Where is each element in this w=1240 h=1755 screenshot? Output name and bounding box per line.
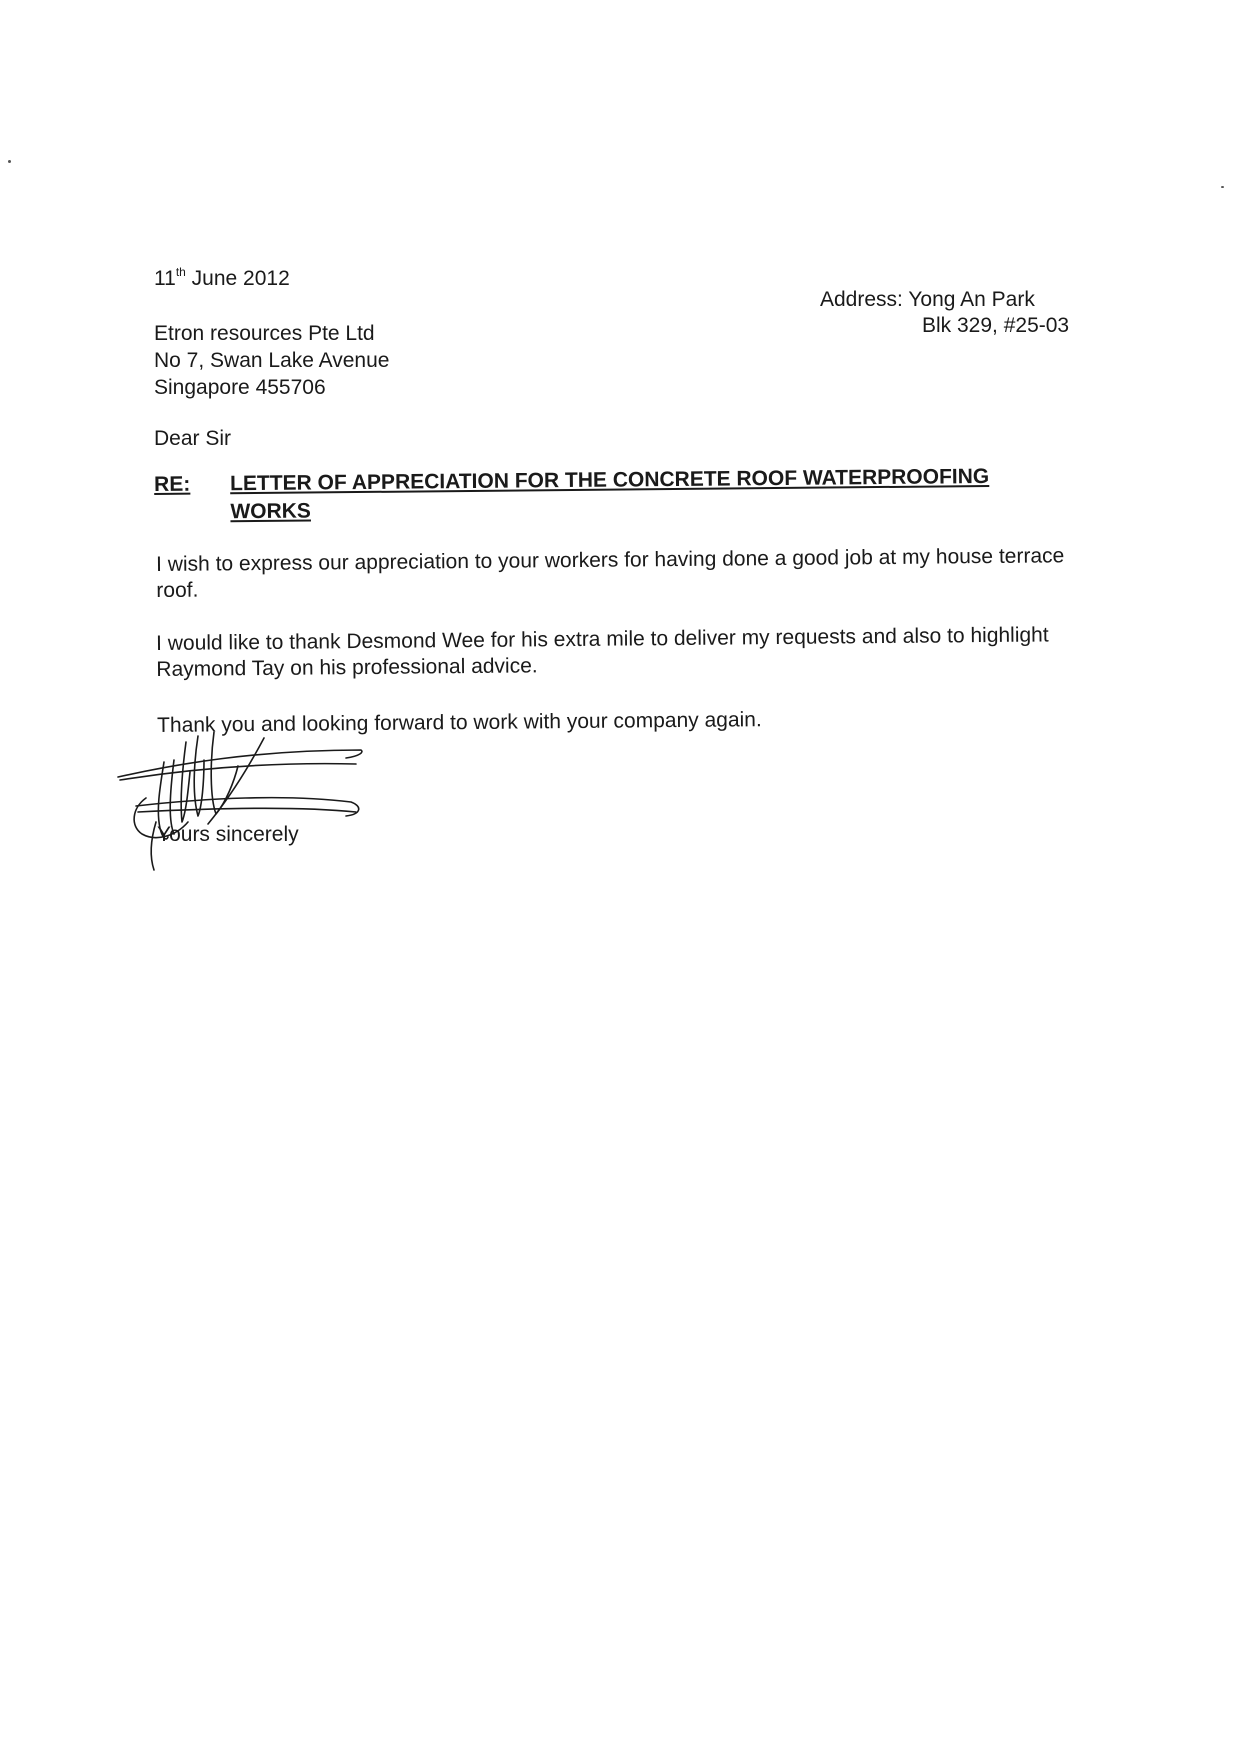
scan-speck — [8, 160, 11, 163]
closing-line: Thank you and looking forward to work with your company again. — [157, 708, 762, 737]
recipient-line-2: No 7, Swan Lake Avenue — [154, 349, 390, 372]
date-month-year: June 2012 — [191, 267, 290, 290]
subject-prefix: RE: — [154, 472, 191, 496]
date-day: 11 — [154, 267, 176, 290]
date-suffix: th — [175, 265, 186, 279]
subject-line — [154, 464, 990, 527]
subject-title-line-1: LETTER OF APPRECIATION FOR THE CONCRETE ROOF WATERPROOFING — [230, 464, 990, 496]
recipient-line-3: Singapore 455706 — [154, 376, 326, 399]
address-line-2: Blk 329, #25-03 — [922, 314, 1070, 338]
handwritten-signature — [116, 702, 376, 872]
body-paragraph-1: I wish to express our appreciation to your workers for having done a good job at my house terrace roof. — [156, 544, 1065, 603]
signoff: Yours sincerely — [157, 823, 299, 846]
scan-speck — [1221, 186, 1224, 188]
sender-address — [820, 287, 1069, 340]
body-paragraph-2: I would like to thank Desmond Wee for his extra mile to deliver my requests and also to highlight Raymond Tay on his professional advice. — [156, 623, 1049, 682]
subject-title-line-2: WORKS — [230, 499, 311, 524]
address-line-1: Address: Yong An Park — [820, 288, 1035, 311]
letter-date — [154, 266, 290, 292]
recipient-line-1: Etron resources Pte Ltd — [154, 322, 375, 345]
recipient-address — [154, 321, 389, 402]
salutation: Dear Sir — [154, 427, 232, 450]
